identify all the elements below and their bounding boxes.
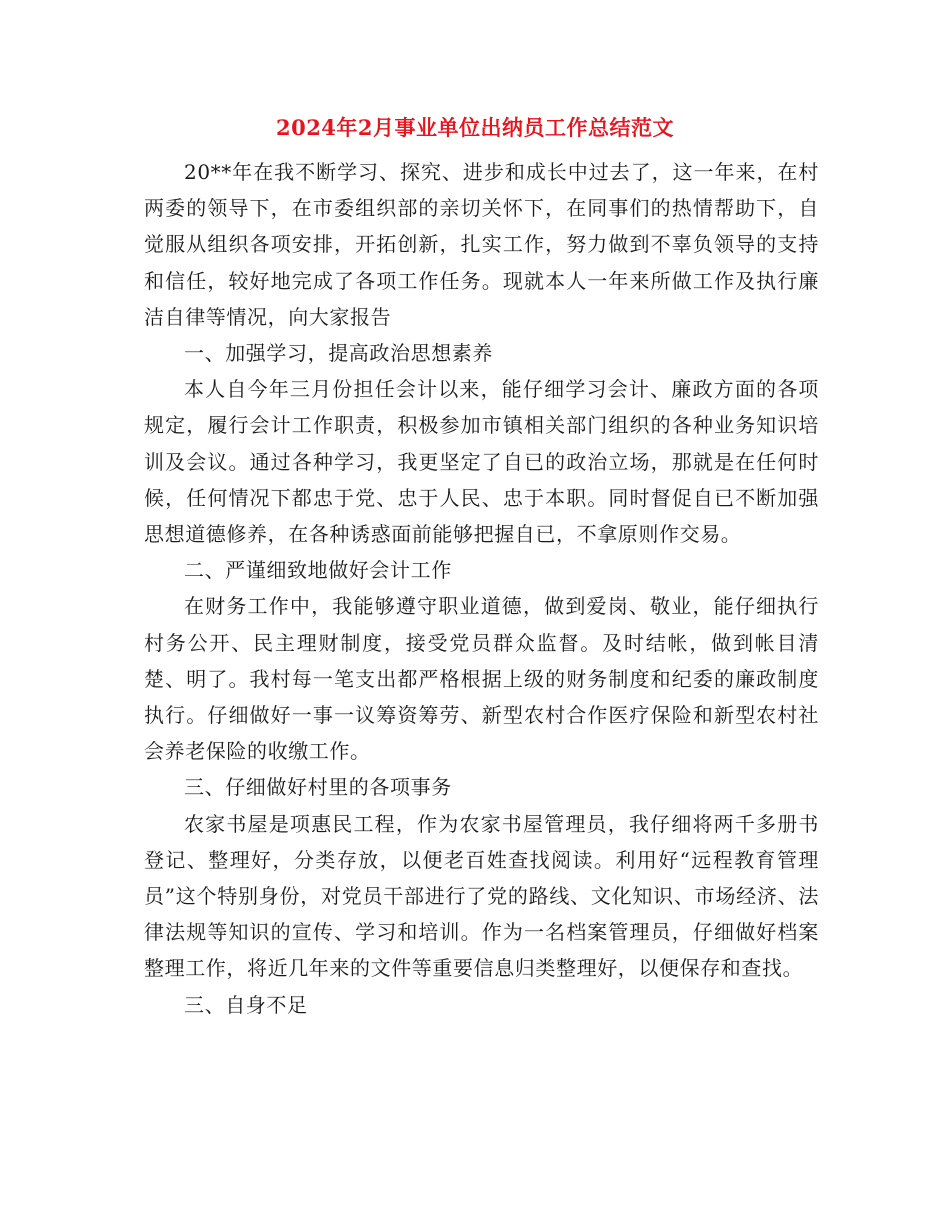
section-heading-2: 二、严谨细致地做好会计工作 — [184, 558, 452, 583]
paragraph-intro: 20**年在我不断学习、探究、进步和成长中过去了，这一年来，在村两委的领导下，在市委组织部的亲切关怀下，在同事们的热情帮助下，自觉服从组织各项安排，开拓创新，扎实工作，努力做到不辜负领导的支持和信任，较好地完成了各项工作任务。现就本人一年来所做工作及执行廉洁自律等情况，向大家报告 — [144, 160, 819, 329]
paragraph-section-3: 农家书屋是项惠民工程，作为农家书屋管理员，我仔细将两千多册书登记、整理好，分类存放，以便老百姓查找阅读。利用好“远程教育管理员”这个特别身份，对党员干部进行了党的路线、文化知识、市场经济、法律法规等知识的宣传、学习和培训。作为一名档案管理员，仔细做好档案整理工作，将近几年来的文件等重要信息归类整理好，以便保存和查找。 — [144, 811, 819, 981]
section-heading-3: 三、仔细做好村里的各项事务 — [184, 775, 452, 800]
paragraph-section-2: 在财务工作中，我能够遵守职业道德，做到爱岗、敬业，能仔细执行村务公开、民主理财制度，接受党员群众监督。及时结帐，做到帐目清楚、明了。我村每一笔支出都严格根据上级的财务制度和纪委的廉政制度执行。仔细做好一事一议筹资筹劳、新型农村合作医疗保险和新型农村社会养老保险的收缴工作。 — [144, 594, 819, 764]
section-heading-1: 一、加强学习，提高政治思想素养 — [184, 341, 493, 366]
section-heading-4: 三、自身不足 — [184, 992, 308, 1017]
document-body — [144, 154, 819, 1023]
paragraph-section-1: 本人自今年三月份担任会计以来，能仔细学习会计、廉政方面的各项规定，履行会计工作职责，积极参加市镇相关部门组织的各种业务知识培训及会议。通过各种学习，我更坚定了自已的政治立场，那就是在任何时候，任何情况下都忠于党、忠于人民、忠于本职。同时督促自已不断加强思想道德修养，在各种诱惑面前能够把握自已，不拿原则作交易。 — [144, 377, 819, 547]
document-title: 2024年2月事业单位出纳员工作总结范文 — [275, 115, 675, 140]
